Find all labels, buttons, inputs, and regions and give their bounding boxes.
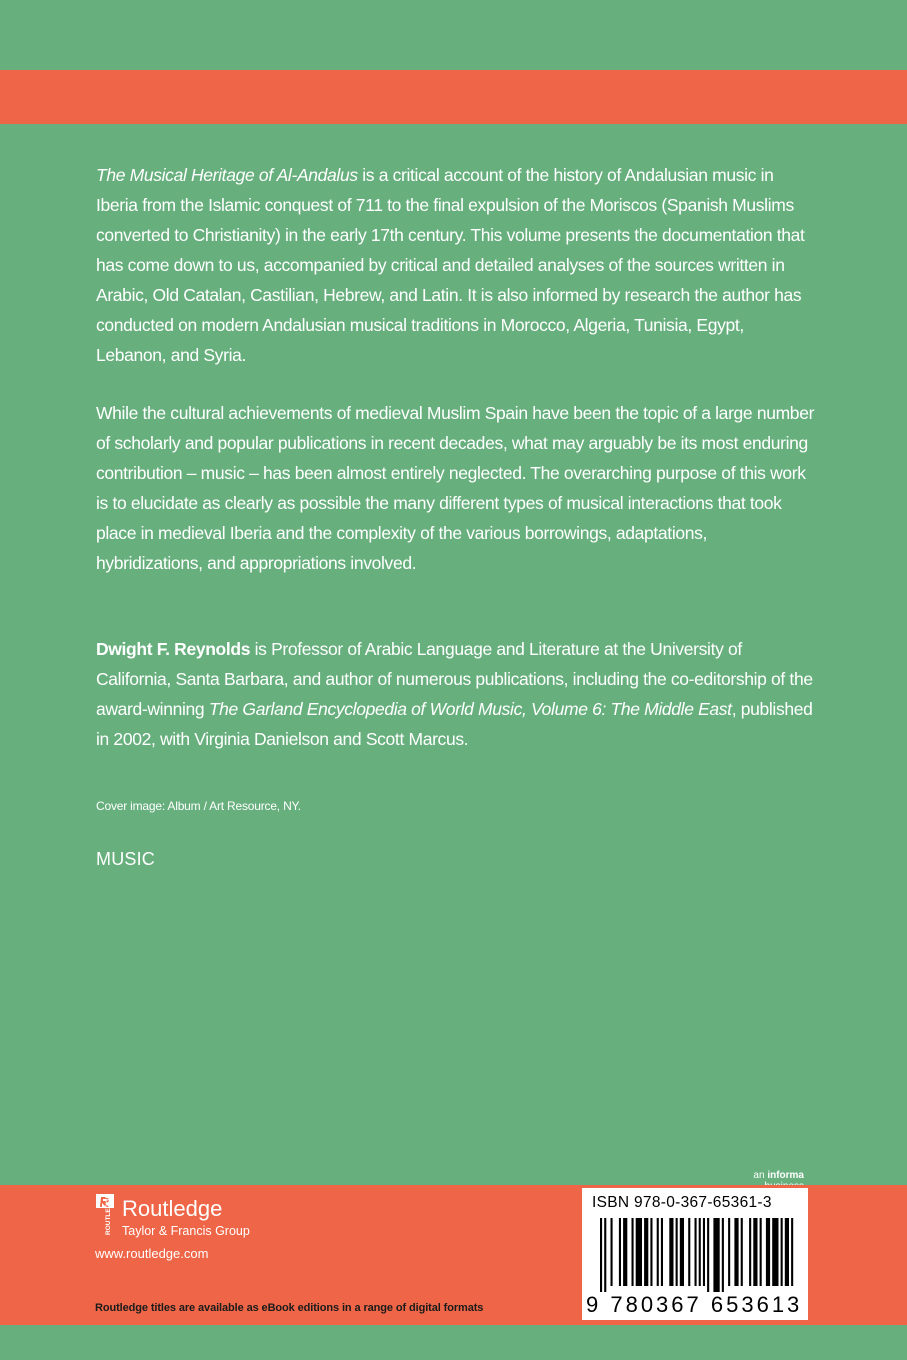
description-paragraph-2: While the cultural achievements of medieval Muslim Spain have been the topic of a large number of scholarly and popular publications in recent decades, what may arguably be its most enduring contribution – music – has been almost entirely neglected. The overarching purpose of this work is to elucidate as clearly as possible the many different types of musical interactions that took place in medieval Iberia and the complexity of the various borrowings, adaptations, hybridizations, and appropriations involved. [96,403,815,573]
author-bio: Dwight F. Reynolds is Professor of Arabic Language and Literature at the University of California, Santa Barbara, and author of numerous publications, including the co-editorship of the award-winning The Garland Encyclopedia of World Music, Volume 6: The Middle East, published in 2002, with Virginia Danielson and Scott Marcus. [96,639,813,749]
back-cover-text [96,160,816,874]
barcode-bars [582,1218,808,1294]
author-work-title: The Garland Encyclopedia of World Music, Volume 6: The Middle East [208,699,732,719]
top-color-band [0,70,907,124]
author-name: Dwight F. Reynolds [96,639,251,659]
logo-vertical-text: ROUTLEDGE [105,1194,112,1235]
cover-credit: Cover image: Album / Art Resource, NY. [96,799,301,813]
publisher-group: Taylor & Francis Group [122,1224,250,1238]
description-paragraph-1: The Musical Heritage of Al-Andalus is a critical account of the history of Andalusian music in Iberia from the Islamic conquest of 711 to the final expulsion of the Moriscos (Spanish Muslims converted to Christianity) in the early 17th century. This volume presents the documentation that has come down to us, accompanied by critical and detailed analyses of the sources written in Arabic, Old Catalan, Castilian, Hebrew, and Latin. It is also informed by research the author has conducted on modern Andalusian musical traditions in Morocco, Algeria, Tunisia, Egypt, Lebanon, and Syria. [96,165,805,365]
subject-category: MUSIC [96,849,155,869]
ebook-note: Routledge titles are available as eBook editions in a range of digital formats [95,1302,484,1314]
informa-tagline: an informa [753,1170,804,1181]
barcode-box [582,1188,808,1320]
book-title: The Musical Heritage of Al-Andalus [96,165,358,185]
publisher-name: Routledge [122,1196,223,1221]
routledge-logo-icon [95,1193,115,1237]
isbn-text: ISBN 978-0-367-65361-3 [592,1194,772,1211]
barcode-digits: 9 780367 653613 [586,1292,803,1317]
publisher-url: www.routledge.com [95,1246,209,1261]
